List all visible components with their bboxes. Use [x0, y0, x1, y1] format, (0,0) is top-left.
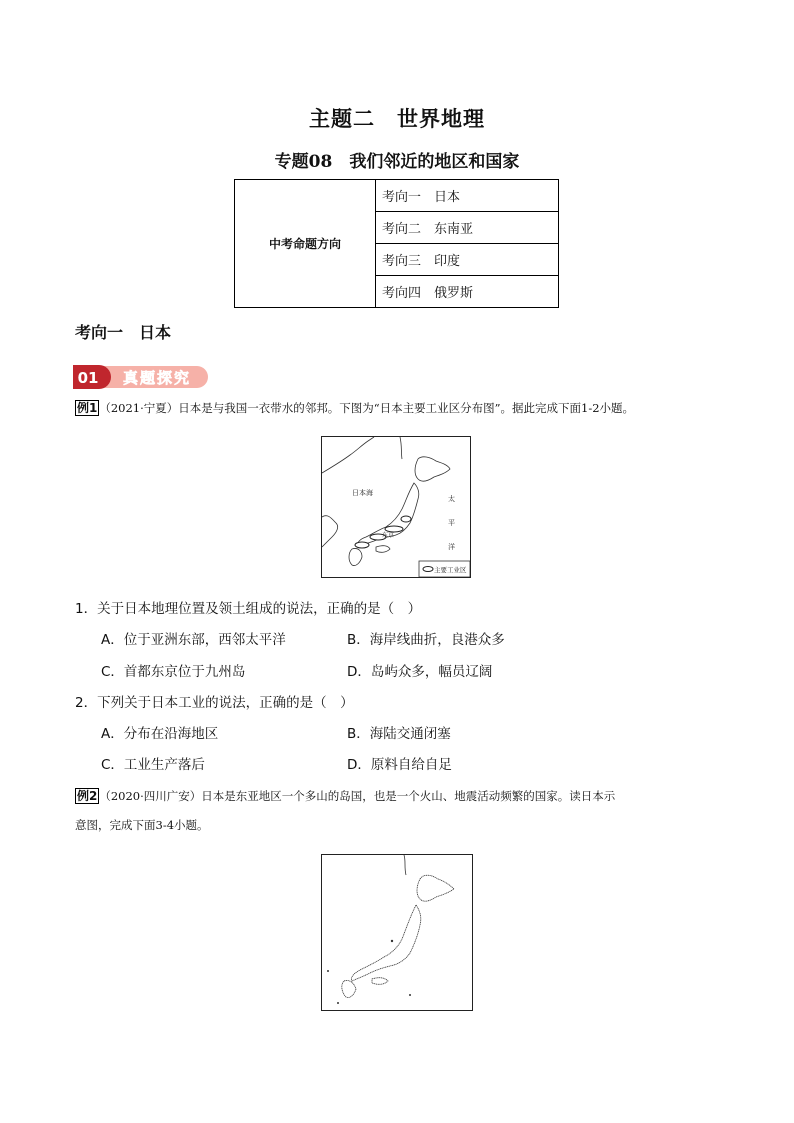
question-2-stem: 2．下列关于日本工业的说法，正确的是（ ）	[75, 695, 354, 711]
q2-option-d: D．原料自给自足	[347, 757, 452, 773]
japan-outline-map	[321, 854, 473, 1011]
badge-text: 真题探究	[122, 369, 192, 387]
q1-option-b: B．海岸线曲折，良港众多	[347, 632, 505, 648]
legend-icon	[423, 567, 433, 572]
q2-option-c: C．工业生产落后	[101, 757, 205, 773]
section-badge	[71, 363, 210, 391]
japan-outline-graphic	[322, 855, 472, 1010]
legend-label: 主要工业区	[434, 566, 467, 574]
pacific-label-3: 洋	[448, 543, 455, 551]
pacific-label-2: 平	[448, 519, 455, 527]
city-label: 东京	[382, 532, 395, 539]
example1-text: （2021·宁夏）日本是与我国一衣带水的邻邦。下图为“日本主要工业区分布图”。据此完成下面1-2小题。	[99, 401, 635, 415]
sub-title: 专题08 我们邻近的地区和国家	[274, 152, 520, 172]
direction-item: 考向二 东南亚	[376, 212, 559, 244]
question-1-stem: 1．关于日本地理位置及领土组成的说法，正确的是（ ）	[75, 601, 422, 617]
japan-map-graphic	[322, 437, 470, 577]
example2-tag: 例2	[77, 789, 98, 803]
example2-line1	[75, 786, 725, 806]
direction-table	[234, 179, 559, 308]
section-title: 考向一 日本	[75, 323, 172, 342]
example1-line	[75, 398, 725, 418]
example1-tag: 例1	[77, 401, 98, 415]
q1-option-a: A．位于亚洲东部，西邻太平洋	[101, 632, 286, 648]
sea-label: 日本海	[352, 489, 373, 497]
q1-option-d: D．岛屿众多，幅员辽阔	[347, 664, 493, 680]
direction-item: 考向三 印度	[376, 244, 559, 276]
q2-option-a: A．分布在沿海地区	[101, 726, 219, 742]
japan-industry-map	[321, 436, 471, 578]
main-title: 主题二 世界地理	[309, 106, 485, 131]
direction-item: 考向一 日本	[376, 180, 559, 212]
badge-number: 01	[77, 369, 99, 387]
example2-text-1: （2020·四川广安）日本是东亚地区一个多山的岛国，也是一个火山、地震活动频繁的国家。读日本示	[99, 789, 616, 803]
example2-text-2: 意图，完成下面3-4小题。	[75, 818, 209, 832]
badge-graphic	[71, 363, 210, 391]
q1-option-c: C．首都东京位于九州岛	[101, 664, 246, 680]
q2-option-b: B．海陆交通闭塞	[347, 726, 451, 742]
direction-item: 考向四 俄罗斯	[376, 276, 559, 308]
direction-table-label: 中考命题方向	[235, 180, 376, 308]
pacific-label-1: 太	[448, 495, 455, 503]
